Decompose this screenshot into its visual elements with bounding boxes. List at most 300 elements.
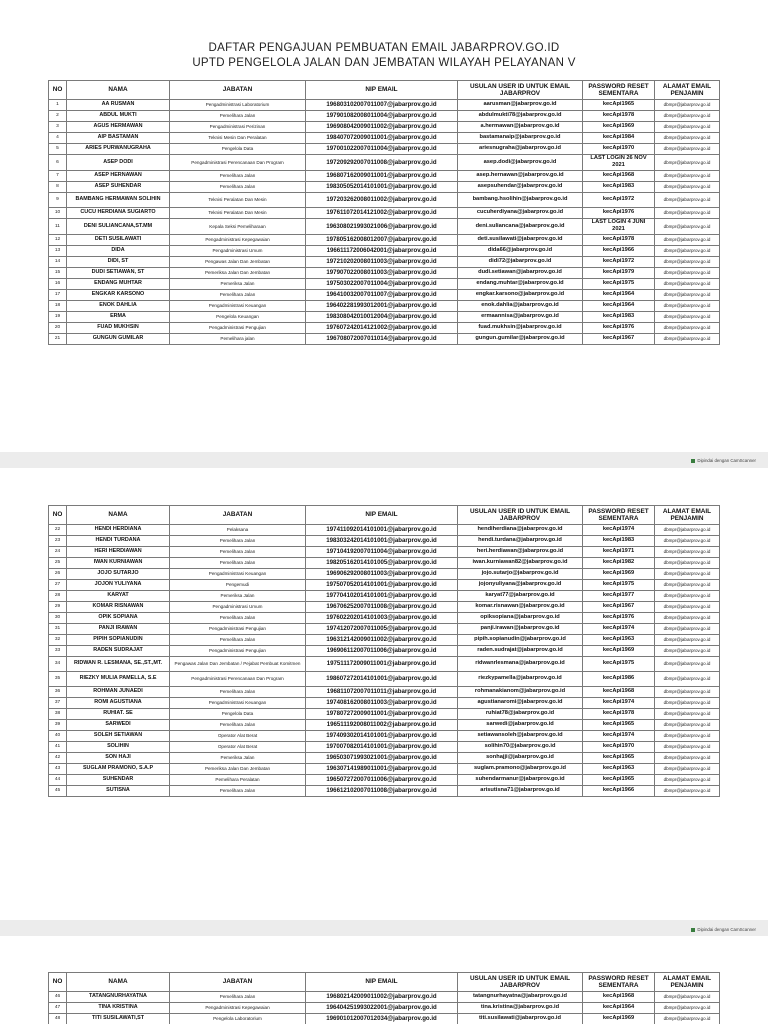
cell-no: 14 <box>49 256 67 267</box>
cell-user-id: heri.herdiawan@jabarprov.go.id <box>458 547 583 558</box>
cell-jabatan: Pengadministrasi Pengujian <box>170 322 306 333</box>
cell-jabatan: Pemeriksa Jalan <box>170 753 306 764</box>
cell-password: kecApi1975 <box>583 580 655 591</box>
cell-user-id: agustianaromi@jabarprov.go.id <box>458 698 583 709</box>
cell-user-id: titi.susilawati@jabarprov.go.id <box>458 1014 583 1024</box>
cell-nip-email: 196906112007011006@jabarprov.go.id <box>306 646 458 657</box>
cell-password: kecApi1972 <box>583 256 655 267</box>
table-row <box>49 580 720 591</box>
cell-alamat-penjamin: dbmpr@jabarprov.go.id <box>655 155 720 171</box>
cell-user-id: sarwedi@jabarprov.go.id <box>458 720 583 731</box>
cell-jabatan: Pemelihara Jalan <box>170 111 306 122</box>
cell-no: 16 <box>49 278 67 289</box>
cell-user-id: ariesnugraha@jabarprov.go.id <box>458 144 583 155</box>
cell-user-id: suhendarmanur@jabarprov.go.id <box>458 775 583 786</box>
cell-nip-email: 197209292007011008@jabarprov.go.id <box>306 155 458 171</box>
cell-password: kecApi1982 <box>583 558 655 569</box>
cell-password: kecApi1965 <box>583 753 655 764</box>
cell-password: kecApi1968 <box>583 992 655 1003</box>
cell-jabatan: Pengadministrasi Laboratorium <box>170 100 306 111</box>
cell-jabatan: Pengelola Data <box>170 709 306 720</box>
cell-alamat-penjamin: dbmpr@jabarprov.go.id <box>655 133 720 144</box>
cell-nip-email: 196706252007011008@jabarprov.go.id <box>306 602 458 613</box>
cell-nip-email: 197408162008011003@jabarprov.go.id <box>306 698 458 709</box>
cell-user-id: gungun.gumilar@jabarprov.go.id <box>458 333 583 344</box>
cell-nip-email: 196410032007011007@jabarprov.go.id <box>306 289 458 300</box>
cell-alamat-penjamin: dbmpr@jabarprov.go.id <box>655 300 720 311</box>
cell-nama: ENDANG MUHTAR <box>67 278 170 289</box>
cell-password: kecApi1966 <box>583 786 655 797</box>
cell-user-id: pipih.sopianudin@jabarprov.go.id <box>458 635 583 646</box>
header-nama: NAMA <box>67 506 170 525</box>
cell-no: 21 <box>49 333 67 344</box>
cell-jabatan: Teknisi Mesin Dan Peralatan <box>170 133 306 144</box>
document-page-1 <box>0 0 768 452</box>
table-row <box>49 322 720 333</box>
header-jabatan: JABATAN <box>170 506 306 525</box>
cell-password: kecApi1974 <box>583 525 655 536</box>
cell-alamat-penjamin: dbmpr@jabarprov.go.id <box>655 764 720 775</box>
header-nama: NAMA <box>67 81 170 100</box>
cell-alamat-penjamin: dbmpr@jabarprov.go.id <box>655 1003 720 1014</box>
cell-nip-email: 196404251993022001@jabarprov.go.id <box>306 1003 458 1014</box>
cell-jabatan: Pengadministrasi Keuangan <box>170 300 306 311</box>
cell-nip-email: 197409302014101001@jabarprov.go.id <box>306 731 458 742</box>
cell-alamat-penjamin: dbmpr@jabarprov.go.id <box>655 657 720 672</box>
cell-jabatan: Pengadministrasi Perencanaan Dan Program <box>170 672 306 687</box>
cell-no: 44 <box>49 775 67 786</box>
cell-password: kecApi1978 <box>583 111 655 122</box>
document-page-2 <box>0 468 768 920</box>
cell-no: 37 <box>49 698 67 709</box>
cell-jabatan: Pengelola Laboratorium <box>170 1014 306 1024</box>
cell-password: kecApi1969 <box>583 1014 655 1024</box>
cell-jabatan: Pemelihara Jalan <box>170 536 306 547</box>
table-row <box>49 289 720 300</box>
cell-alamat-penjamin: dbmpr@jabarprov.go.id <box>655 122 720 133</box>
cell-nama: ROMI AGUSTIANA <box>67 698 170 709</box>
cell-no: 31 <box>49 624 67 635</box>
cell-jabatan: Pengadministrasi Kepegawaian <box>170 234 306 245</box>
cell-nip-email: 196307141989011001@jabarprov.go.id <box>306 764 458 775</box>
cell-nama: DIDI, ST <box>67 256 170 267</box>
cell-jabatan: Pengadministrasi Umum <box>170 602 306 613</box>
cell-user-id: sonhajji@jabarprov.go.id <box>458 753 583 764</box>
table-row <box>49 256 720 267</box>
cell-nama: HENDI TURDANA <box>67 536 170 547</box>
cell-no: 35 <box>49 672 67 687</box>
cell-jabatan: Pemelihara Jalan <box>170 786 306 797</box>
cell-jabatan: Pengawas Jalan Dan Jembatan <box>170 256 306 267</box>
cell-nama: JOJON YULIYANA <box>67 580 170 591</box>
cell-user-id: hendiherdiana@jabarprov.go.id <box>458 525 583 536</box>
cell-nama: PANJI IRAWAN <box>67 624 170 635</box>
cell-nip-email: 197511172009011001@jabarprov.go.id <box>306 657 458 672</box>
table-row <box>49 709 720 720</box>
cell-alamat-penjamin: dbmpr@jabarprov.go.id <box>655 207 720 218</box>
table-row <box>49 646 720 657</box>
cell-alamat-penjamin: dbmpr@jabarprov.go.id <box>655 635 720 646</box>
cell-alamat-penjamin: dbmpr@jabarprov.go.id <box>655 333 720 344</box>
cell-jabatan: Pengadministrasi Pengujian <box>170 646 306 657</box>
table-row <box>49 775 720 786</box>
cell-alamat-penjamin: dbmpr@jabarprov.go.id <box>655 245 720 256</box>
cell-user-id: suglam.pramono@jabarprov.go.id <box>458 764 583 775</box>
cell-user-id: rohmanakianom@jabarprov.go.id <box>458 687 583 698</box>
cell-nip-email: 196901012007012034@jabarprov.go.id <box>306 1014 458 1024</box>
cell-jabatan: Pemelihara Peralatan <box>170 775 306 786</box>
table-row <box>49 245 720 256</box>
table-row <box>49 742 720 753</box>
table-row <box>49 170 720 181</box>
table-row <box>49 218 720 234</box>
cell-no: 19 <box>49 311 67 322</box>
cell-nip-email: 197210202008011003@jabarprov.go.id <box>306 256 458 267</box>
cell-nip-email: 196511192008011002@jabarprov.go.id <box>306 720 458 731</box>
cell-nama: AA RUSMAN <box>67 100 170 111</box>
cell-no: 38 <box>49 709 67 720</box>
cell-no: 10 <box>49 207 67 218</box>
cell-alamat-penjamin: dbmpr@jabarprov.go.id <box>655 786 720 797</box>
cell-user-id: bastamanaip@jabarprov.go.id <box>458 133 583 144</box>
cell-alamat-penjamin: dbmpr@jabarprov.go.id <box>655 992 720 1003</box>
cell-nip-email: 197007082014101001@jabarprov.go.id <box>306 742 458 753</box>
cell-nama: HERI HERDIAWAN <box>67 547 170 558</box>
cell-alamat-penjamin: dbmpr@jabarprov.go.id <box>655 218 720 234</box>
cell-user-id: deni.suliancana@jabarprov.go.id <box>458 218 583 234</box>
cell-alamat-penjamin: dbmpr@jabarprov.go.id <box>655 256 720 267</box>
cell-password: LAST LOGIN 26 NOV 2021 <box>583 155 655 171</box>
cell-alamat-penjamin: dbmpr@jabarprov.go.id <box>655 775 720 786</box>
cell-password: kecApi1972 <box>583 192 655 207</box>
cell-password: kecApi1965 <box>583 100 655 111</box>
header-password-reset: PASSWORD RESET SEMENTARA <box>583 506 655 525</box>
email-request-table <box>48 505 720 797</box>
cell-no: 15 <box>49 267 67 278</box>
cell-nip-email: 197602202014101003@jabarprov.go.id <box>306 613 458 624</box>
cell-user-id: komar.risnawan@jabarprov.go.id <box>458 602 583 613</box>
cell-nama: DENI SULIANCANA,ST.MM <box>67 218 170 234</box>
cell-user-id: ermaannisa@jabarprov.go.id <box>458 311 583 322</box>
header-password-reset: PASSWORD RESET SEMENTARA <box>583 973 655 992</box>
cell-password: kecApi1964 <box>583 289 655 300</box>
cell-nama: ARIES PURWANUGRAHA <box>67 144 170 155</box>
cell-no: 48 <box>49 1014 67 1024</box>
cell-password: kecApi1969 <box>583 122 655 133</box>
cell-jabatan: Pengawas Jalan Dan Jembatan / Pejabat Pembuat Komitmen <box>170 657 306 672</box>
cell-nip-email: 197001022007011004@jabarprov.go.id <box>306 144 458 155</box>
cell-jabatan: Pengadministrasi Keuangan <box>170 698 306 709</box>
cell-nip-email: 196312142009011002@jabarprov.go.id <box>306 635 458 646</box>
cell-user-id: engkar.karsono@jabarprov.go.id <box>458 289 583 300</box>
cell-no: 8 <box>49 181 67 192</box>
cell-user-id: cucuherdiyana@jabarprov.go.id <box>458 207 583 218</box>
table-row <box>49 613 720 624</box>
cell-nama: SOLIHIN <box>67 742 170 753</box>
camscanner-logo-icon <box>691 459 695 463</box>
cell-password: kecApi1968 <box>583 687 655 698</box>
cell-jabatan: Pemelihara Jalan <box>170 170 306 181</box>
cell-alamat-penjamin: dbmpr@jabarprov.go.id <box>655 289 720 300</box>
cell-alamat-penjamin: dbmpr@jabarprov.go.id <box>655 558 720 569</box>
cell-nip-email: 196308021993021006@jabarprov.go.id <box>306 218 458 234</box>
cell-no: 7 <box>49 170 67 181</box>
cell-alamat-penjamin: dbmpr@jabarprov.go.id <box>655 580 720 591</box>
cell-nama: SON HAJI <box>67 753 170 764</box>
cell-nama: RIDWAN R. LESMANA, SE.,ST.,MT. <box>67 657 170 672</box>
cell-user-id: didi72@jabarprov.go.id <box>458 256 583 267</box>
cell-nama: ERMA <box>67 311 170 322</box>
cell-nip-email: 196402281993012001@jabarprov.go.id <box>306 300 458 311</box>
cell-user-id: endang.muhtar@jabarprov.go.id <box>458 278 583 289</box>
cell-nip-email: 198205162014101005@jabarprov.go.id <box>306 558 458 569</box>
table-row <box>49 753 720 764</box>
cell-password: kecApi1968 <box>583 170 655 181</box>
cell-no: 11 <box>49 218 67 234</box>
cell-alamat-penjamin: dbmpr@jabarprov.go.id <box>655 234 720 245</box>
cell-user-id: dida66@jabarprov.go.id <box>458 245 583 256</box>
cell-alamat-penjamin: dbmpr@jabarprov.go.id <box>655 646 720 657</box>
cell-nip-email: 196611172006042001@jabarprov.go.id <box>306 245 458 256</box>
cell-jabatan: Operator Alat Berat <box>170 742 306 753</box>
cell-alamat-penjamin: dbmpr@jabarprov.go.id <box>655 311 720 322</box>
cell-user-id: riezkypamella@jabarprov.go.id <box>458 672 583 687</box>
cell-nip-email: 197907022008011003@jabarprov.go.id <box>306 267 458 278</box>
table-row <box>49 569 720 580</box>
cell-alamat-penjamin: dbmpr@jabarprov.go.id <box>655 192 720 207</box>
cell-nip-email: 196906292008011003@jabarprov.go.id <box>306 569 458 580</box>
header-usulan-user-id: USULAN USER ID UNTUK EMAIL JABARPROV <box>458 506 583 525</box>
cell-nip-email: 197507052014101001@jabarprov.go.id <box>306 580 458 591</box>
cell-password: kecApi1976 <box>583 613 655 624</box>
table-row <box>49 536 720 547</box>
document-title: DAFTAR PENGAJUAN PEMBUATAN EMAIL JABARPROV.GO.ID <box>208 42 560 54</box>
table-row <box>49 720 720 731</box>
cell-user-id: asep.hernawan@jabarprov.go.id <box>458 170 583 181</box>
cell-password: kecApi1965 <box>583 775 655 786</box>
cell-user-id: bambang.hsolihin@jabarprov.go.id <box>458 192 583 207</box>
cell-user-id: hendi.turdana@jabarprov.go.id <box>458 536 583 547</box>
cell-jabatan: Pengadministrasi Perencanaan Dan Program <box>170 155 306 171</box>
cell-no: 43 <box>49 764 67 775</box>
cell-password: kecApi1963 <box>583 635 655 646</box>
table-row <box>49 764 720 775</box>
cell-alamat-penjamin: dbmpr@jabarprov.go.id <box>655 1014 720 1024</box>
cell-user-id: tina.kristina@jabarprov.go.id <box>458 1003 583 1014</box>
table-row <box>49 155 720 171</box>
cell-alamat-penjamin: dbmpr@jabarprov.go.id <box>655 709 720 720</box>
cell-password: kecApi1967 <box>583 333 655 344</box>
table-row <box>49 333 720 344</box>
cell-nama: SUGLAM PRAMONO, S.A.P <box>67 764 170 775</box>
cell-nip-email: 198607272014101001@jabarprov.go.id <box>306 672 458 687</box>
cell-nama: RADEN SUDRAJAT <box>67 646 170 657</box>
cell-no: 12 <box>49 234 67 245</box>
table-row <box>49 207 720 218</box>
table-row <box>49 133 720 144</box>
cell-jabatan: Pemelihara Jalan <box>170 992 306 1003</box>
cell-nama: DUDI SETIAWAN, ST <box>67 267 170 278</box>
cell-jabatan: Kepala Seksi Pemeliharaan <box>170 218 306 234</box>
cell-nip-email: 196612102007011008@jabarprov.go.id <box>306 786 458 797</box>
cell-nip-email: 196507272007011006@jabarprov.go.id <box>306 775 458 786</box>
cell-nip-email: 197503022007011004@jabarprov.go.id <box>306 278 458 289</box>
cell-jabatan: Pemelihara Jalan <box>170 720 306 731</box>
table-row <box>49 558 720 569</box>
email-request-table <box>48 972 720 1024</box>
cell-nip-email: 197411092014101001@jabarprov.go.id <box>306 525 458 536</box>
table-row <box>49 525 720 536</box>
cell-nip-email: 198308042010012004@jabarprov.go.id <box>306 311 458 322</box>
header-alamat-email-penjamin: ALAMAT EMAIL PENJAMIN <box>655 506 720 525</box>
scanner-watermark-text: Dipindai dengan CamScanner <box>697 458 756 463</box>
table-row <box>49 786 720 797</box>
cell-no: 20 <box>49 322 67 333</box>
cell-alamat-penjamin: dbmpr@jabarprov.go.id <box>655 613 720 624</box>
cell-nama: KARYAT <box>67 591 170 602</box>
cell-nip-email: 196503071993021001@jabarprov.go.id <box>306 753 458 764</box>
cell-no: 2 <box>49 111 67 122</box>
cell-jabatan: Pelaksana <box>170 525 306 536</box>
cell-jabatan: Pemelihara Jalan <box>170 289 306 300</box>
cell-password: kecApi1983 <box>583 181 655 192</box>
cell-alamat-penjamin: dbmpr@jabarprov.go.id <box>655 720 720 731</box>
cell-user-id: opiksopiana@jabarprov.go.id <box>458 613 583 624</box>
cell-user-id: iwan.kurniawan82@jabarprov.go.id <box>458 558 583 569</box>
header-no: NO <box>49 506 67 525</box>
cell-password: kecApi1965 <box>583 720 655 731</box>
cell-nip-email: 197704102014101001@jabarprov.go.id <box>306 591 458 602</box>
cell-password: kecApi1966 <box>583 245 655 256</box>
cell-jabatan: Pemeriksa Jalan <box>170 278 306 289</box>
header-nama: NAMA <box>67 973 170 992</box>
cell-no: 9 <box>49 192 67 207</box>
scanner-watermark <box>691 458 756 463</box>
cell-user-id: arisutisna71@jabarprov.go.id <box>458 786 583 797</box>
cell-no: 32 <box>49 635 67 646</box>
cell-no: 41 <box>49 742 67 753</box>
table-row <box>49 278 720 289</box>
cell-jabatan: Pengadministrasi Umum <box>170 245 306 256</box>
cell-nama: FUAD MUKHSIN <box>67 322 170 333</box>
cell-nip-email: 196908042009011002@jabarprov.go.id <box>306 122 458 133</box>
header-alamat-email-penjamin: ALAMAT EMAIL PENJAMIN <box>655 973 720 992</box>
cell-nama: TINA KRISTINA <box>67 1003 170 1014</box>
cell-password: kecApi1979 <box>583 267 655 278</box>
cell-jabatan: Pemelihara Jalan <box>170 613 306 624</box>
cell-alamat-penjamin: dbmpr@jabarprov.go.id <box>655 144 720 155</box>
cell-no: 23 <box>49 536 67 547</box>
cell-user-id: a.hermawan@jabarprov.go.id <box>458 122 583 133</box>
cell-jabatan: Teknisi Peralatan Dan Mesin <box>170 192 306 207</box>
cell-jabatan: Teknisi Peralatan Dan Mesin <box>170 207 306 218</box>
cell-jabatan: Pemeriksa Jalan Dan Jembatan <box>170 267 306 278</box>
cell-no: 45 <box>49 786 67 797</box>
cell-jabatan: Operator Alat Berat <box>170 731 306 742</box>
header-nip-email: NIP EMAIL <box>306 506 458 525</box>
cell-alamat-penjamin: dbmpr@jabarprov.go.id <box>655 170 720 181</box>
cell-nip-email: 197901082008011004@jabarprov.go.id <box>306 111 458 122</box>
header-nip-email: NIP EMAIL <box>306 973 458 992</box>
cell-nama: CUCU HERDIANA SUGIARTO <box>67 207 170 218</box>
cell-alamat-penjamin: dbmpr@jabarprov.go.id <box>655 569 720 580</box>
cell-no: 26 <box>49 569 67 580</box>
cell-user-id: asep.dodi@jabarprov.go.id <box>458 155 583 171</box>
document-page-3 <box>0 936 768 1024</box>
cell-user-id: jojonyuliyana@jabarprov.go.id <box>458 580 583 591</box>
cell-no: 28 <box>49 591 67 602</box>
cell-alamat-penjamin: dbmpr@jabarprov.go.id <box>655 536 720 547</box>
cell-nama: ENGKAR KARSONO <box>67 289 170 300</box>
cell-password: kecApi1976 <box>583 207 655 218</box>
cell-jabatan: Pemeriksa Jalan <box>170 591 306 602</box>
table-row <box>49 111 720 122</box>
cell-password: kecApi1976 <box>583 322 655 333</box>
cell-jabatan: Pengadministrasi Perizinan <box>170 122 306 133</box>
cell-nama: RIEZKY MULIA PAMELLA, S.E <box>67 672 170 687</box>
cell-password: kecApi1975 <box>583 657 655 672</box>
cell-nama: TITI SUSILAWATI,ST <box>67 1014 170 1024</box>
cell-password: kecApi1974 <box>583 624 655 635</box>
cell-alamat-penjamin: dbmpr@jabarprov.go.id <box>655 731 720 742</box>
cell-user-id: karyat77@jabarprov.go.id <box>458 591 583 602</box>
cell-user-id: ridwanrlesmana@jabarprov.go.id <box>458 657 583 672</box>
cell-password: kecApi1971 <box>583 547 655 558</box>
table-row <box>49 635 720 646</box>
cell-nama: ASEP DODI <box>67 155 170 171</box>
cell-no: 6 <box>49 155 67 171</box>
cell-user-id: asepsuhendar@jabarprov.go.id <box>458 181 583 192</box>
cell-no: 3 <box>49 122 67 133</box>
cell-password: LAST LOGIN 4 JUNI 2021 <box>583 218 655 234</box>
cell-nama: DIDA <box>67 245 170 256</box>
cell-password: kecApi1977 <box>583 591 655 602</box>
table-row <box>49 657 720 672</box>
cell-no: 13 <box>49 245 67 256</box>
cell-alamat-penjamin: dbmpr@jabarprov.go.id <box>655 322 720 333</box>
cell-no: 47 <box>49 1003 67 1014</box>
cell-nip-email: 196708072007011014@jabarprov.go.id <box>306 333 458 344</box>
cell-no: 25 <box>49 558 67 569</box>
table-row <box>49 234 720 245</box>
table-row <box>49 100 720 111</box>
table-row <box>49 624 720 635</box>
cell-nama: SOLEH SETIAWAN <box>67 731 170 742</box>
cell-jabatan: Pengemudi <box>170 580 306 591</box>
cell-user-id: tatangnurhayatna@jabarprov.go.id <box>458 992 583 1003</box>
cell-password: kecApi1970 <box>583 144 655 155</box>
cell-nip-email: 198407072009011001@jabarprov.go.id <box>306 133 458 144</box>
cell-no: 30 <box>49 613 67 624</box>
cell-alamat-penjamin: dbmpr@jabarprov.go.id <box>655 100 720 111</box>
cell-nama: ASEP SUHENDAR <box>67 181 170 192</box>
cell-password: kecApi1963 <box>583 764 655 775</box>
cell-user-id: abdulmukti78@jabarprov.go.id <box>458 111 583 122</box>
cell-jabatan: Pemelihara Jalan <box>170 181 306 192</box>
cell-nama: ENOK DAHLIA <box>67 300 170 311</box>
cell-nama: SUHENDAR <box>67 775 170 786</box>
cell-no: 42 <box>49 753 67 764</box>
cell-jabatan: Pemelihara Jalan <box>170 687 306 698</box>
cell-user-id: aarusman@jabarprov.go.id <box>458 100 583 111</box>
cell-nip-email: 197104192007011004@jabarprov.go.id <box>306 547 458 558</box>
cell-nama: KOMAR RISNAWAN <box>67 602 170 613</box>
table-row <box>49 192 720 207</box>
cell-password: kecApi1974 <box>583 731 655 742</box>
cell-no: 17 <box>49 289 67 300</box>
table-row <box>49 731 720 742</box>
document-subtitle: UPTD PENGELOLA JALAN DAN JEMBATAN WILAYAH PELAYANAN V <box>192 57 576 69</box>
